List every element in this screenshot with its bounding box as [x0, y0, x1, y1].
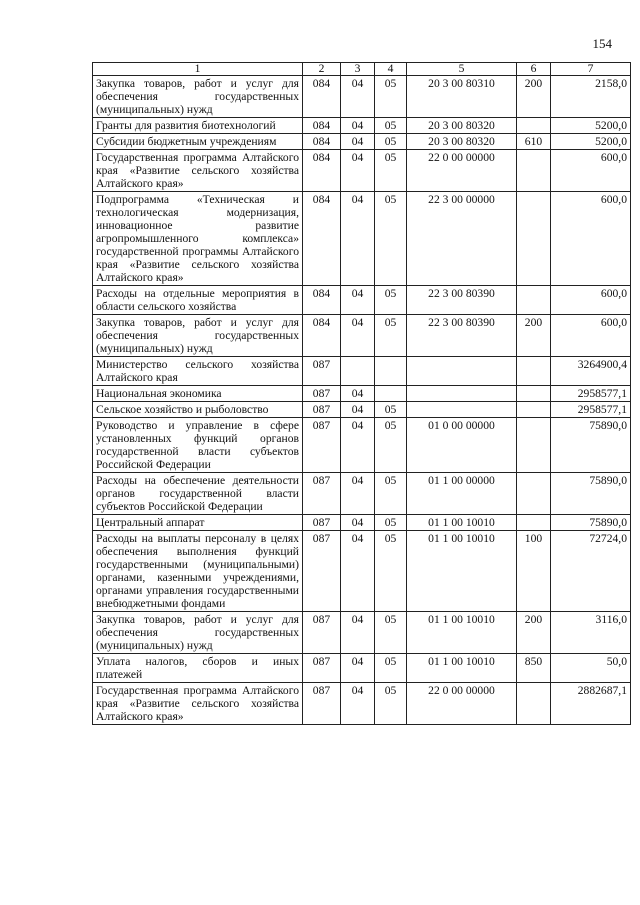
row-admin-code: 087	[303, 683, 341, 725]
page-number: 154	[592, 36, 612, 51]
row-section: 04	[341, 654, 375, 683]
table-row	[93, 402, 631, 418]
row-amount: 600,0	[551, 150, 631, 192]
table-row	[93, 654, 631, 683]
row-target-article: 01 1 00 10010	[407, 515, 517, 531]
row-section: 04	[341, 150, 375, 192]
row-expense-type: 200	[517, 76, 551, 118]
row-description: Субсидии бюджетным учреждениям	[93, 134, 303, 150]
row-description: Государственная программа Алтайского края «Развитие сельского хозяйства Алтайского края»	[93, 683, 303, 725]
row-target-article: 01 1 00 10010	[407, 612, 517, 654]
row-subsection: 05	[375, 134, 407, 150]
row-target-article: 20 3 00 80320	[407, 118, 517, 134]
row-target-article	[407, 357, 517, 386]
row-admin-code: 087	[303, 386, 341, 402]
row-description: Уплата налогов, сборов и иных платежей	[93, 654, 303, 683]
row-expense-type	[517, 118, 551, 134]
row-subsection: 05	[375, 150, 407, 192]
row-admin-code: 087	[303, 515, 341, 531]
row-subsection: 05	[375, 418, 407, 473]
row-target-article: 01 1 00 10010	[407, 654, 517, 683]
row-subsection	[375, 386, 407, 402]
row-amount: 50,0	[551, 654, 631, 683]
table-row	[93, 473, 631, 515]
row-section: 04	[341, 386, 375, 402]
row-description: Руководство и управление в сфере установленных функций органов государственной власти субъектов Российской Федерации	[93, 418, 303, 473]
row-admin-code: 087	[303, 357, 341, 386]
row-expense-type: 200	[517, 612, 551, 654]
table-row	[93, 386, 631, 402]
row-description: Сельское хозяйство и рыболовство	[93, 402, 303, 418]
table-row	[93, 531, 631, 612]
header-cell: 3	[341, 63, 375, 76]
row-description: Расходы на выплаты персоналу в целях обеспечения выполнения функций государственными (муниципальными) органами, казенными учреждениями, органами управления государственными внебюджетными фондами	[93, 531, 303, 612]
table-row	[93, 418, 631, 473]
row-expense-type	[517, 192, 551, 286]
row-description: Центральный аппарат	[93, 515, 303, 531]
row-subsection: 05	[375, 286, 407, 315]
row-expense-type	[517, 683, 551, 725]
row-admin-code: 084	[303, 192, 341, 286]
row-amount: 75890,0	[551, 515, 631, 531]
row-amount: 600,0	[551, 315, 631, 357]
table-row	[93, 357, 631, 386]
row-description: Подпрограмма «Техническая и технологическая модернизация, инновационное развитие агропромышленного комплекса» государственной программы Алтайского края «Развитие сельского хозяйства Алтайского края»	[93, 192, 303, 286]
table-row	[93, 134, 631, 150]
row-admin-code: 087	[303, 418, 341, 473]
row-admin-code: 087	[303, 654, 341, 683]
row-target-article	[407, 386, 517, 402]
row-amount: 5200,0	[551, 118, 631, 134]
row-amount: 2158,0	[551, 76, 631, 118]
row-section: 04	[341, 612, 375, 654]
table-row	[93, 286, 631, 315]
row-description: Закупка товаров, работ и услуг для обеспечения государственных (муниципальных) нужд	[93, 315, 303, 357]
row-subsection: 05	[375, 315, 407, 357]
row-amount: 600,0	[551, 192, 631, 286]
row-subsection: 05	[375, 515, 407, 531]
table-header-row	[93, 63, 631, 76]
row-target-article: 22 3 00 00000	[407, 192, 517, 286]
row-subsection: 05	[375, 683, 407, 725]
row-description: Расходы на отдельные мероприятия в области сельского хозяйства	[93, 286, 303, 315]
row-admin-code: 084	[303, 118, 341, 134]
table-row	[93, 76, 631, 118]
row-target-article: 22 0 00 00000	[407, 150, 517, 192]
row-subsection: 05	[375, 612, 407, 654]
row-expense-type	[517, 357, 551, 386]
row-expense-type	[517, 402, 551, 418]
row-target-article: 22 3 00 80390	[407, 286, 517, 315]
row-target-article: 22 0 00 00000	[407, 683, 517, 725]
row-expense-type	[517, 150, 551, 192]
row-admin-code: 084	[303, 286, 341, 315]
row-subsection: 05	[375, 76, 407, 118]
table-row	[93, 683, 631, 725]
table-row	[93, 192, 631, 286]
row-admin-code: 084	[303, 150, 341, 192]
row-description: Министерство сельского хозяйства Алтайского края	[93, 357, 303, 386]
header-cell: 2	[303, 63, 341, 76]
row-target-article: 01 1 00 10010	[407, 531, 517, 612]
row-expense-type: 200	[517, 315, 551, 357]
header-cell: 5	[407, 63, 517, 76]
row-description: Государственная программа Алтайского края «Развитие сельского хозяйства Алтайского края»	[93, 150, 303, 192]
row-amount: 2958577,1	[551, 402, 631, 418]
header-cell: 1	[93, 63, 303, 76]
row-section: 04	[341, 683, 375, 725]
budget-table	[92, 62, 631, 725]
row-section: 04	[341, 315, 375, 357]
row-admin-code: 087	[303, 402, 341, 418]
table-row	[93, 118, 631, 134]
header-cell: 7	[551, 63, 631, 76]
row-admin-code: 087	[303, 612, 341, 654]
row-admin-code: 084	[303, 315, 341, 357]
row-section: 04	[341, 192, 375, 286]
row-section: 04	[341, 118, 375, 134]
table-row	[93, 315, 631, 357]
row-amount: 2882687,1	[551, 683, 631, 725]
row-subsection: 05	[375, 402, 407, 418]
row-expense-type	[517, 473, 551, 515]
row-subsection	[375, 357, 407, 386]
row-expense-type	[517, 286, 551, 315]
table-row	[93, 150, 631, 192]
row-expense-type: 100	[517, 531, 551, 612]
row-target-article: 20 3 00 80310	[407, 76, 517, 118]
row-description: Закупка товаров, работ и услуг для обеспечения государственных (муниципальных) нужд	[93, 612, 303, 654]
row-description: Национальная экономика	[93, 386, 303, 402]
row-subsection: 05	[375, 473, 407, 515]
row-section: 04	[341, 531, 375, 612]
row-section: 04	[341, 515, 375, 531]
row-subsection: 05	[375, 118, 407, 134]
row-target-article: 01 1 00 00000	[407, 473, 517, 515]
header-cell: 6	[517, 63, 551, 76]
row-section: 04	[341, 418, 375, 473]
row-subsection: 05	[375, 654, 407, 683]
row-description: Закупка товаров, работ и услуг для обеспечения государственных (муниципальных) нужд	[93, 76, 303, 118]
row-amount: 72724,0	[551, 531, 631, 612]
row-expense-type: 850	[517, 654, 551, 683]
row-admin-code: 084	[303, 134, 341, 150]
row-target-article	[407, 402, 517, 418]
row-expense-type	[517, 515, 551, 531]
row-amount: 2958577,1	[551, 386, 631, 402]
row-amount: 600,0	[551, 286, 631, 315]
row-subsection: 05	[375, 531, 407, 612]
row-target-article: 20 3 00 80320	[407, 134, 517, 150]
header-cell: 4	[375, 63, 407, 76]
row-amount: 3264900,4	[551, 357, 631, 386]
row-section: 04	[341, 76, 375, 118]
row-target-article: 22 3 00 80390	[407, 315, 517, 357]
table-row	[93, 612, 631, 654]
row-amount: 5200,0	[551, 134, 631, 150]
row-section: 04	[341, 134, 375, 150]
row-expense-type	[517, 418, 551, 473]
table-row	[93, 515, 631, 531]
row-section: 04	[341, 286, 375, 315]
row-amount: 75890,0	[551, 418, 631, 473]
row-section: 04	[341, 473, 375, 515]
row-subsection: 05	[375, 192, 407, 286]
row-amount: 3116,0	[551, 612, 631, 654]
row-section: 04	[341, 402, 375, 418]
row-amount: 75890,0	[551, 473, 631, 515]
row-admin-code: 087	[303, 531, 341, 612]
row-admin-code: 087	[303, 473, 341, 515]
row-admin-code: 084	[303, 76, 341, 118]
row-expense-type: 610	[517, 134, 551, 150]
row-description: Расходы на обеспечение деятельности органов государственной власти субъектов Российской Федерации	[93, 473, 303, 515]
row-target-article: 01 0 00 00000	[407, 418, 517, 473]
row-description: Гранты для развития биотехнологий	[93, 118, 303, 134]
row-section	[341, 357, 375, 386]
row-expense-type	[517, 386, 551, 402]
